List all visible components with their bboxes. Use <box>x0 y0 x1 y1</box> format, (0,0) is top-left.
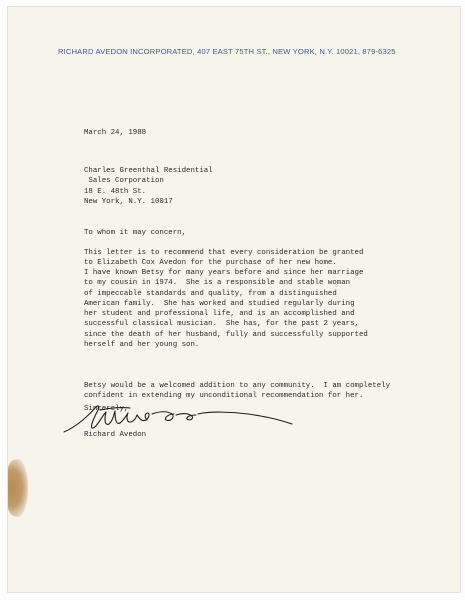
text-line: to my cousin in 1974. She is a responsible and stable woman <box>84 279 351 288</box>
address-line: 18 E. 48th St. <box>84 187 147 196</box>
address-line: New York, N.Y. 10017 <box>84 197 173 206</box>
closing: Sincerely, <box>84 405 129 413</box>
text-line: successful classical musician. She has, for the past 2 years, <box>84 320 359 329</box>
text-line: confident in extending my unconditional recommendation for her. <box>84 392 364 401</box>
letterhead: RICHARD AVEDON INCORPORATED, 407 EAST 75TH ST., NEW YORK, N.Y. 10021, 879-6325 <box>58 47 396 56</box>
paragraph-recommendation <box>84 248 363 269</box>
text-line: herself and her young son. <box>84 341 200 350</box>
paragraph-conclusion <box>84 381 390 402</box>
recipient-address <box>84 166 213 207</box>
text-line: of impeccable standards and quality, from a distinguished <box>84 289 337 298</box>
text-line: to Elizabeth Cox Avedon for the purchase of her new home. <box>84 259 337 268</box>
text-line: American family. She has worked and studied regularly during <box>84 299 355 308</box>
paragraph-background <box>84 268 368 350</box>
text-line: since the death of her husband, fully and successfully supported <box>84 330 368 339</box>
address-line: Sales Corporation <box>84 177 164 186</box>
signer-name: Richard Avedon <box>84 431 147 439</box>
text-line: Betsy would be a welcomed addition to any community. I am completely <box>84 382 391 390</box>
text-line: This letter is to recommend that every consideration be granted <box>84 249 364 257</box>
paper-stain <box>8 459 28 517</box>
text-line: I have known Betsy for many years before and since her marriage <box>84 269 364 277</box>
address-line: Charles Greenthal Residential <box>84 167 213 175</box>
letter-date: March 24, 1988 <box>84 129 147 137</box>
salutation: To whom it may concern, <box>84 229 187 237</box>
text-line: her student and professional life, and is an accomplished and <box>84 310 355 319</box>
